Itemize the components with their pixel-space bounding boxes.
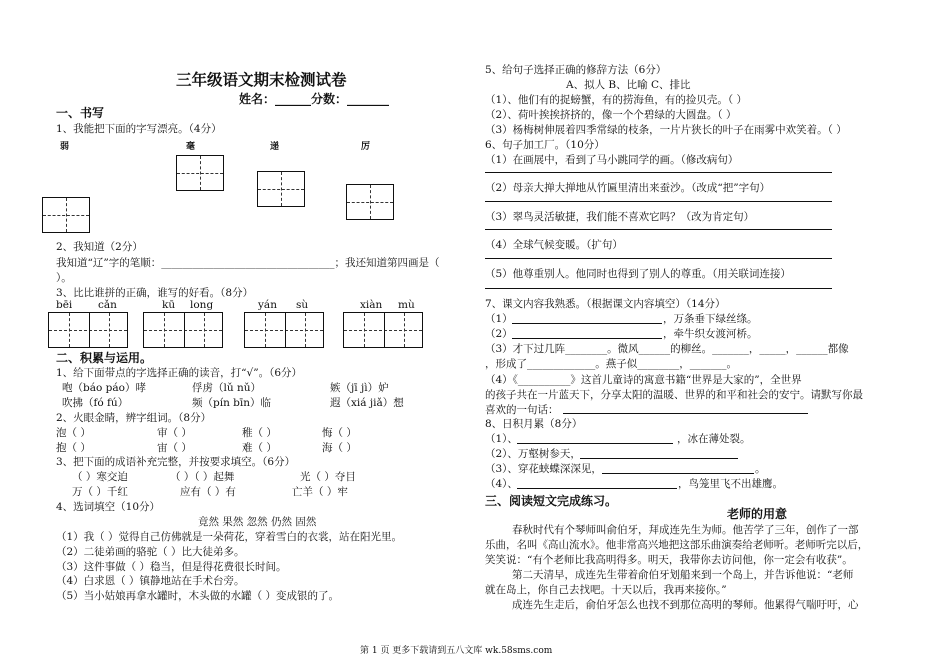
- pinyin-1: bēi: [56, 299, 73, 311]
- story-line: 成连先生走后，俞伯牙怎么也找不到那位高明的琴师。他累得气喘吁吁，心: [512, 599, 859, 611]
- q2-2-item[interactable]: 审（ ）: [157, 427, 192, 439]
- writing-grid-3[interactable]: [346, 184, 394, 220]
- pinyin-box-4[interactable]: [343, 312, 423, 348]
- page-title: 三年级语文期末检测试卷: [176, 71, 347, 89]
- q2-4-item[interactable]: （2）二徒弟画的骆驼（ ）比大徒弟多。: [56, 546, 245, 558]
- page-footer: 第 1 页 更多下载请到五八文库 wk.58sms.com: [360, 646, 553, 656]
- answer-line[interactable]: [580, 458, 738, 459]
- q2-4-text: 4、选词填空（10分）: [56, 501, 161, 513]
- q2-3-item[interactable]: （ ）寒交迫: [72, 471, 128, 483]
- q2-1-item[interactable]: 吹拂（fó fú）: [62, 397, 129, 409]
- answer-line[interactable]: [512, 323, 662, 324]
- q8-text: 8、日积月累（8分）: [485, 418, 583, 430]
- q6-text: 6、句子加工厂。（10分）: [485, 139, 605, 151]
- q8-1-tail: ，冰在薄处裂。: [677, 433, 751, 445]
- q2-1-item[interactable]: 遐（xiá jiǎ）想: [330, 397, 404, 409]
- q2-4-item[interactable]: （5）当小姑娘再拿水罐时，木头做的水罐（ ）变成银的了。: [56, 590, 340, 602]
- q5-item[interactable]: （1）、他们有的捉螃蟹，有的捞海鱼，有的捡贝壳。（ ）: [485, 94, 748, 106]
- q2-3-text: 3、把下面的成语补充完整，并按要求填空。（6分）: [56, 456, 296, 468]
- story-line: 笑笑说：“有个老师比我高明得多。明天，我带你去访问他，你一定会有收获”。: [485, 554, 853, 566]
- char-3: 递: [270, 142, 280, 152]
- q1-2-end: ）。: [56, 272, 72, 284]
- q7-text: 7、课文内容我熟悉。（根据课文内容填空）（14分）: [485, 298, 726, 310]
- pinyin-4: long: [190, 299, 214, 311]
- answer-line[interactable]: [485, 201, 832, 202]
- q7-2-tail: ，牵牛织女渡河桥。: [663, 328, 758, 340]
- q8-2-text: （2）、万壑树参天，: [485, 448, 581, 460]
- answer-line[interactable]: [602, 473, 754, 474]
- answer-line[interactable]: [512, 338, 662, 339]
- pinyin-8: mù: [398, 299, 415, 311]
- q2-3-item[interactable]: （ ）（ ）起舞: [170, 471, 235, 483]
- q7-1-label: （1）: [485, 313, 513, 325]
- q2-4-word-bank: 竟然 果然 忽然 仍然 固然: [198, 516, 317, 528]
- q5-item[interactable]: （3）杨梅树伸展着四季常绿的枝条，一片片狭长的叶子在雨雾中欢笑着。（ ）: [485, 124, 847, 136]
- q8-4-label: （4）、: [485, 478, 518, 490]
- answer-line[interactable]: [517, 488, 677, 489]
- story-line: 就在岛上，你自己去找吧。十天以后，我再来接你。”: [485, 584, 727, 596]
- q2-4-item[interactable]: （3）这件事做（ ）稳当，但是得花费很长时间。: [56, 561, 287, 573]
- q2-2-item[interactable]: 泡（ ）: [56, 427, 91, 439]
- answer-line[interactable]: [517, 443, 673, 444]
- q2-4-item[interactable]: （4）白求恩（ ）镇静地站在手术台旁。: [56, 575, 245, 587]
- q2-2-text: 2、火眼金睛，辨字组词。（8分）: [56, 412, 212, 424]
- answer-line[interactable]: [485, 229, 832, 230]
- char-2: 毫: [186, 142, 196, 152]
- pinyin-box-2[interactable]: [143, 312, 223, 348]
- q2-4-item[interactable]: （1）我（ ）觉得自己仿佛就是一朵荷花，穿着雪白的衣裳，站在阳光里。: [56, 531, 403, 543]
- char-1: 弱: [60, 142, 70, 152]
- q2-2-item[interactable]: 抱（ ）: [56, 442, 91, 454]
- char-4: 厉: [361, 142, 371, 152]
- q7-3-text[interactable]: （3）才下过几阵________。微风______的柳丝。_______，_____，______都像: [485, 343, 849, 355]
- writing-grid-4[interactable]: [42, 197, 90, 233]
- name-score-line[interactable]: 姓名：______分数：_______: [239, 92, 390, 106]
- q7-2-label: （2）: [485, 328, 513, 340]
- story-line: 春秋时代有个琴师叫俞伯牙，拜成连先生为师。他苦学了三年，创作了一部: [512, 524, 859, 536]
- story-line: 第二天清早，成连先生带着俞伯牙划船来到一个岛上，并告诉他说：“老师: [512, 569, 854, 581]
- q7-1-tail: ，万条垂下绿丝绦。: [663, 313, 758, 325]
- q8-4-tail: ，鸟笼里飞不出雄鹰。: [678, 478, 783, 490]
- q2-3-item[interactable]: 亡羊（ ）牢: [292, 486, 348, 498]
- q7-4-prompt: 喜欢的一句话：: [485, 404, 559, 416]
- writing-grid-2[interactable]: [257, 171, 305, 207]
- q1-2-text: 2、我知道（2分）: [56, 241, 143, 253]
- q2-1-text: 1、给下面带点的字选择正确的读音，打“√”。（6分）: [56, 367, 303, 379]
- section-1-heading: 一、书写: [56, 106, 105, 120]
- pinyin-box-3[interactable]: [244, 312, 324, 348]
- q2-1-item[interactable]: 嫉（jī jì）妒: [330, 382, 389, 394]
- q8-3-end: 。: [755, 463, 766, 475]
- q7-3-text-cont[interactable]: ，形成了_____________。燕子似________，_______。: [485, 358, 737, 370]
- q6-item: （5）他尊重别人。他同时也得到了别人的尊重。（用关联词连接）: [485, 268, 791, 280]
- pinyin-5: yán: [258, 299, 277, 311]
- q2-2-item[interactable]: 稚（ ）: [242, 427, 277, 439]
- q6-item: （4）全球气候变暖。（扩句）: [485, 239, 623, 251]
- q6-item: （2）母亲大掸大掸地从竹匾里清出来蚕沙。（改成“把”字句）: [485, 182, 771, 194]
- q7-4-text-cont: 的孩子共在一片蓝天下，分享太阳的温暖、世界的和平和社会的安宁。请默写你最: [485, 389, 863, 401]
- answer-line[interactable]: [563, 413, 808, 414]
- q2-3-item[interactable]: 光（ ）夺目: [300, 471, 356, 483]
- section-3-heading: 三、阅读短文完成练习。: [485, 494, 618, 508]
- q2-2-item[interactable]: 宙（ ）: [157, 442, 192, 454]
- q5-item[interactable]: （2）、荷叶挨挨挤挤的，像一个个碧绿的大圆盘。（ ）: [485, 109, 737, 121]
- q7-4-text[interactable]: （4）《__________》这首儿童诗的寓意书籍“世界是大家的”，全世界: [485, 374, 802, 386]
- q2-2-item[interactable]: 悔（ ）: [322, 427, 357, 439]
- writing-grid-1[interactable]: [176, 155, 224, 191]
- q6-item: （1）在画展中，看到了马小跳同学的画。（修改病句）: [485, 154, 739, 166]
- q8-1-label: （1）、: [485, 433, 518, 445]
- pinyin-box-1[interactable]: [48, 312, 128, 348]
- q8-3-text: （3）、穿花蛱蝶深深见，: [485, 463, 602, 475]
- answer-line[interactable]: [485, 288, 832, 289]
- answer-line[interactable]: [485, 172, 832, 173]
- q2-3-item[interactable]: 应有（ ）有: [180, 486, 236, 498]
- q1-1-text: 1、我能把下面的字写漂亮。（4分）: [56, 123, 222, 135]
- q2-1-item[interactable]: 频（pín bīn）临: [192, 397, 272, 409]
- q1-2-body[interactable]: 我知道“辽”字的笔顺：_________________________________；我还知道第四画是（: [56, 257, 440, 269]
- pinyin-3: kū: [162, 299, 176, 311]
- pinyin-6: sù: [296, 299, 309, 311]
- q2-2-item[interactable]: 海（ ）: [322, 442, 357, 454]
- q2-2-item[interactable]: 难（ ）: [242, 442, 277, 454]
- q5-text: 5、给句子选择正确的修辞方法（6分）: [485, 64, 667, 76]
- q6-item: （3）翠鸟灵活敏捷，我们能不喜欢它吗？（改为肯定句）: [485, 211, 755, 223]
- answer-line[interactable]: [485, 258, 832, 259]
- story-line: 乐曲，名叫《高山流水》。他非常高兴地把这部乐曲演奏给老师听。老师听完以后，: [485, 539, 869, 551]
- q2-3-item[interactable]: 万（ ）千红: [72, 486, 128, 498]
- q2-1-item[interactable]: 俘虏（lǔ nǔ）: [192, 382, 261, 394]
- q1-3-text: 3、比比谁拼的正确，谁写的好看。（8分）: [56, 287, 254, 299]
- q5-options: A、拟人 B、比喻 C、排比: [566, 79, 691, 91]
- pinyin-7: xiàn: [360, 299, 383, 311]
- pinyin-2: cǎn: [98, 299, 117, 311]
- q2-1-item[interactable]: 咆（báo páo）哮: [62, 382, 146, 394]
- story-title: 老师的用意: [727, 507, 788, 521]
- section-2-heading: 二、积累与运用。: [56, 351, 153, 365]
